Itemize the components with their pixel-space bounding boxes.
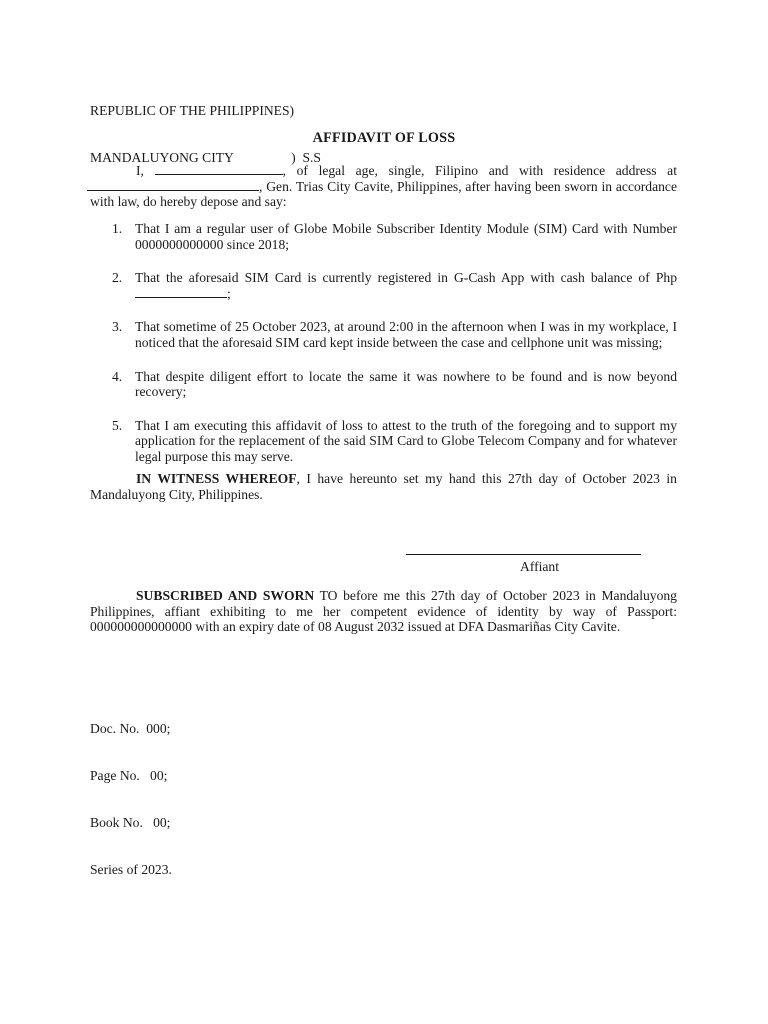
- list-item: [90, 418, 677, 465]
- address-blank: [87, 179, 259, 191]
- affiant-name-blank: [155, 163, 283, 175]
- item-text: That I am executing this affidavit of loss to attest to the truth of the foregoing and to support my application for the replacement of the said SIM Card to Globe Telecom Company and for whatever legal purpose this may serve.: [135, 417, 677, 464]
- intro-part1: , of legal age, single, Filipino and with residence address at: [282, 163, 677, 178]
- item-text: That I am a regular user of Globe Mobile Subscriber Identity Module (SIM) Card with Number 0000000000000 since 2018;: [135, 221, 677, 252]
- document-title: AFFIDAVIT OF LOSS: [312, 130, 456, 146]
- witness-heading: IN WITNESS WHEREOF: [136, 471, 297, 486]
- jurat-heading: SUBSCRIBED AND SWORN: [136, 588, 315, 603]
- item-number: 4.: [112, 368, 123, 384]
- witness-paragraph: [90, 471, 677, 502]
- list-item: [90, 221, 677, 252]
- item-number: 3.: [112, 319, 123, 335]
- item-text: That despite diligent effort to locate the same it was nowhere to be found and is now beyond recovery;: [135, 368, 677, 400]
- item-number: 1.: [112, 221, 123, 236]
- jurat-paragraph: [90, 588, 677, 635]
- venue-republic: REPUBLIC OF THE PHILIPPINES): [90, 103, 295, 119]
- intro-start: I,: [136, 163, 144, 178]
- item-number: 2.: [112, 270, 123, 286]
- series-year: Series of 2023.: [90, 861, 172, 877]
- intro-paragraph: [90, 163, 677, 210]
- book-number: Book No. 00;: [90, 814, 171, 830]
- page-number: Page No. 00;: [90, 767, 168, 783]
- cash-balance-blank: [135, 286, 227, 298]
- statement-list: [90, 221, 677, 483]
- jurat-text: TO before me this 27th day of October 2023 in Mandaluyong Philippines, affiant exhibiting to me her competent evidence of identity by way of Passport: 000000000000000 with an expiry date of 08 August 2032 issued at DFA Dasmariñas City Cavite.: [90, 588, 677, 635]
- witness-text: , I have hereunto set my hand this 27th day of October 2023 in Mandaluyong City, Philippines.: [90, 471, 677, 502]
- item-text: That sometime of 25 October 2023, at around 2:00 in the afternoon when I was in my workplace, I noticed that the aforesaid SIM card kept inside between the case and cellphone unit was missing;: [135, 319, 677, 350]
- doc-number: Doc. No. 000;: [90, 721, 171, 737]
- list-item: [90, 270, 677, 301]
- signature-line: [406, 554, 641, 555]
- item-text-end: ;: [227, 285, 231, 301]
- venue-city: MANDALUYONG CITY ) S.S: [90, 149, 321, 165]
- list-item: [90, 369, 677, 400]
- list-item: [90, 319, 677, 350]
- notarial-register-info: [90, 690, 172, 908]
- intro-part2: , Gen. Trias City Cavite, Philippines, after having been sworn in accordance with law, do hereby depose and say:: [90, 178, 677, 210]
- signature-label: Affiant: [520, 559, 560, 574]
- item-number: 5.: [112, 417, 123, 433]
- item-text: That the aforesaid SIM Card is currently registered in G-Cash App with cash balance of Php: [135, 270, 677, 286]
